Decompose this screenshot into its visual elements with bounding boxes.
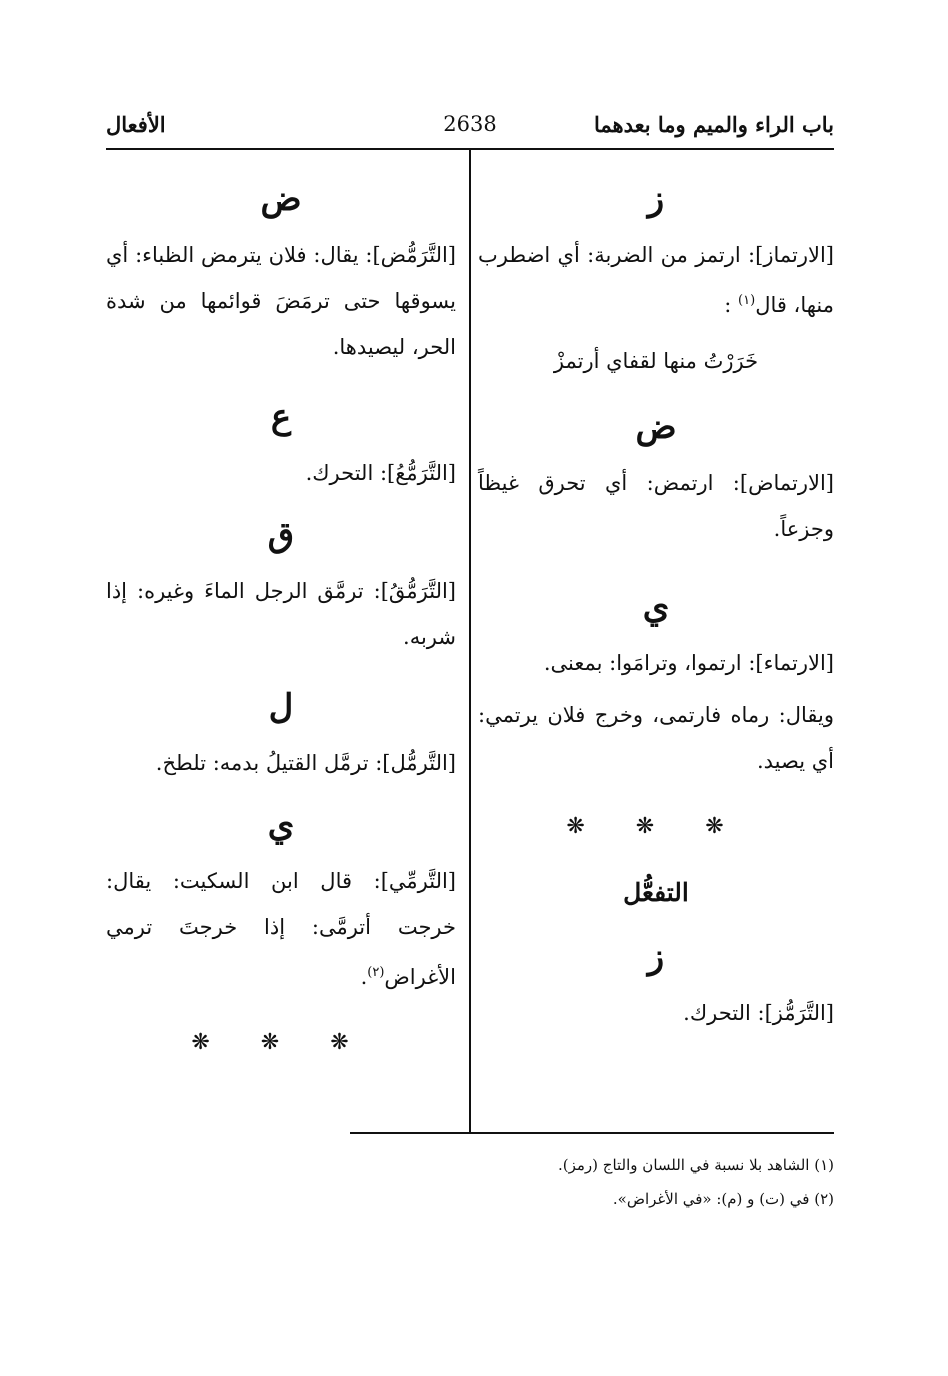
entry-irtima-usage: ويقال: رماه فارتمى، وخرج فلان يرتمي: أي يصيد. bbox=[478, 703, 834, 773]
entry-irtimad: [الارتماض]: ارتمض: أي تحرق غيظاً وجزعاً. bbox=[478, 471, 834, 541]
entry-end: . bbox=[360, 965, 368, 989]
footnote-1: (١) الشاهد بلا نسبة في اللسان والتاج (رمز). bbox=[557, 1156, 834, 1174]
entry-tarammud: [التَّرَمُّض]: يقال: فلان يترمض الظباء: أي يسوقها حتى ترمَضَ قوائمها من شدة الحر، ليصيدها. bbox=[106, 243, 456, 359]
footnotes bbox=[350, 1150, 834, 1218]
verse-line: خَرَرْتُ منها لقفاي أرتمزْ bbox=[553, 349, 759, 373]
entry-taramu: [التَّرَمُّعُ]: التحرك. bbox=[305, 461, 456, 485]
letter-heading: ي bbox=[642, 587, 670, 627]
entry-tarammuq: [التَّرَمُّقُ]: ترمَّق الرجل الماءَ وغيره: إذا شربه. bbox=[106, 579, 456, 649]
footnote-rule bbox=[350, 1132, 834, 1134]
letter-heading: ض bbox=[635, 407, 677, 447]
letter-heading: ل bbox=[268, 687, 294, 727]
page-number: 2638 bbox=[443, 112, 497, 136]
entry-text: [الارتماز]: ارتمز من الضربة: أي اضطرب منها، قال bbox=[478, 243, 834, 317]
section-separator: ❋ ❋ ❋ bbox=[191, 1030, 371, 1055]
section-label: الأفعال bbox=[106, 112, 166, 137]
entry-tarammi bbox=[106, 858, 456, 1000]
entry-irtima: [الارتماء]: ارتموا، وترامَوا: بمعنى. bbox=[543, 651, 834, 675]
chapter-title: باب الراء والميم وما بعدهما bbox=[593, 112, 834, 137]
footnote-ref: (٢) bbox=[367, 965, 385, 980]
letter-heading: ز bbox=[647, 179, 665, 219]
footnote-ref: (١) bbox=[738, 293, 756, 308]
entry-tarammul: [التَّرمُّل]: ترمَّل القتيلُ بدمه: تلطخ. bbox=[155, 751, 456, 775]
running-header bbox=[106, 108, 834, 146]
letter-heading: ز bbox=[647, 937, 665, 977]
letter-heading: ع bbox=[270, 397, 292, 437]
section-separator: ❋ ❋ ❋ bbox=[566, 814, 746, 839]
left-column bbox=[106, 160, 456, 1080]
entry-tarammuz: [التَّرَمُّز]: التحرك. bbox=[683, 1001, 834, 1025]
entry-text: [التَّرمِّي]: قال ابن السكيت: يقال: خرجت أترمَّى: إذا خرجتَ ترمي الأغراض bbox=[106, 869, 456, 989]
letter-heading: ق bbox=[267, 515, 295, 555]
letter-heading: ض bbox=[260, 179, 302, 219]
footnote-2: (٢) في (ت) و (م): «في الأغراض». bbox=[612, 1190, 834, 1208]
letter-heading: ي bbox=[267, 805, 295, 845]
entry-irtimaz bbox=[478, 232, 834, 328]
entry-colon: : bbox=[724, 293, 732, 317]
section-title: التفعُّل bbox=[623, 878, 689, 907]
right-column bbox=[478, 160, 834, 1042]
column-divider bbox=[469, 150, 471, 1132]
